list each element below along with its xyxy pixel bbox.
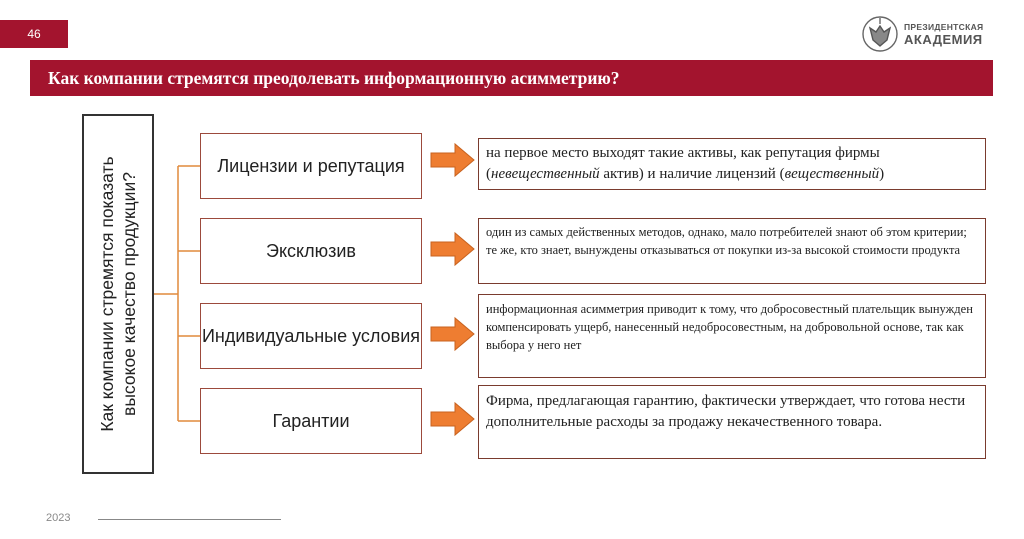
- arrow-icon: [431, 144, 474, 176]
- footer-year: 2023: [46, 512, 71, 524]
- emphasis-intangible: невещественный: [491, 166, 600, 182]
- category-label-guarantees: Гарантии: [272, 410, 350, 431]
- emphasis-tangible: вещественный: [784, 166, 880, 182]
- arrow-icon: [431, 403, 474, 435]
- arrow-icon: [431, 318, 474, 350]
- category-label-licenses: Лицензии и репутация: [217, 155, 405, 176]
- description-individual: информационная асимметрия приводит к тому, что добросовестный плательщик вынужден компенсировать ущерб, нанесенный недобросовестным, на добровольной основе, так как выбора у него нет: [486, 302, 973, 352]
- logo-text-line1: ПРЕЗИДЕНТСКАЯ: [904, 22, 984, 32]
- footer-divider: [98, 519, 281, 520]
- category-label-exclusive: Эксклюзив: [266, 240, 356, 261]
- description-exclusive: один из самых действенных методов, однако, мало потребителей знают об этом критерии; те же, кто знает, вынуждены отказываться от покупки из-за высокой стоимости продукта: [486, 225, 967, 257]
- category-label-individual: Индивидуальные условия: [201, 325, 420, 346]
- description-guarantees: Фирма, предлагающая гарантию, фактически утверждает, что готова нести дополнительные расходы за продажу некачественного товара.: [486, 393, 966, 430]
- slide-title: Как компании стремятся преодолевать информационную асимметрию?: [48, 68, 620, 88]
- root-question-label: Как компании стремятся показать высокое качество продукции?: [97, 156, 139, 432]
- logo-text-line2: АКАДЕМИЯ: [904, 32, 983, 47]
- description-licenses: на первое место выходят такие активы, как репутация фирмы (невещественный актив) и наличие лицензий (вещественный): [486, 145, 885, 182]
- arrow-icon: [431, 233, 474, 265]
- page-number: 46: [27, 27, 41, 41]
